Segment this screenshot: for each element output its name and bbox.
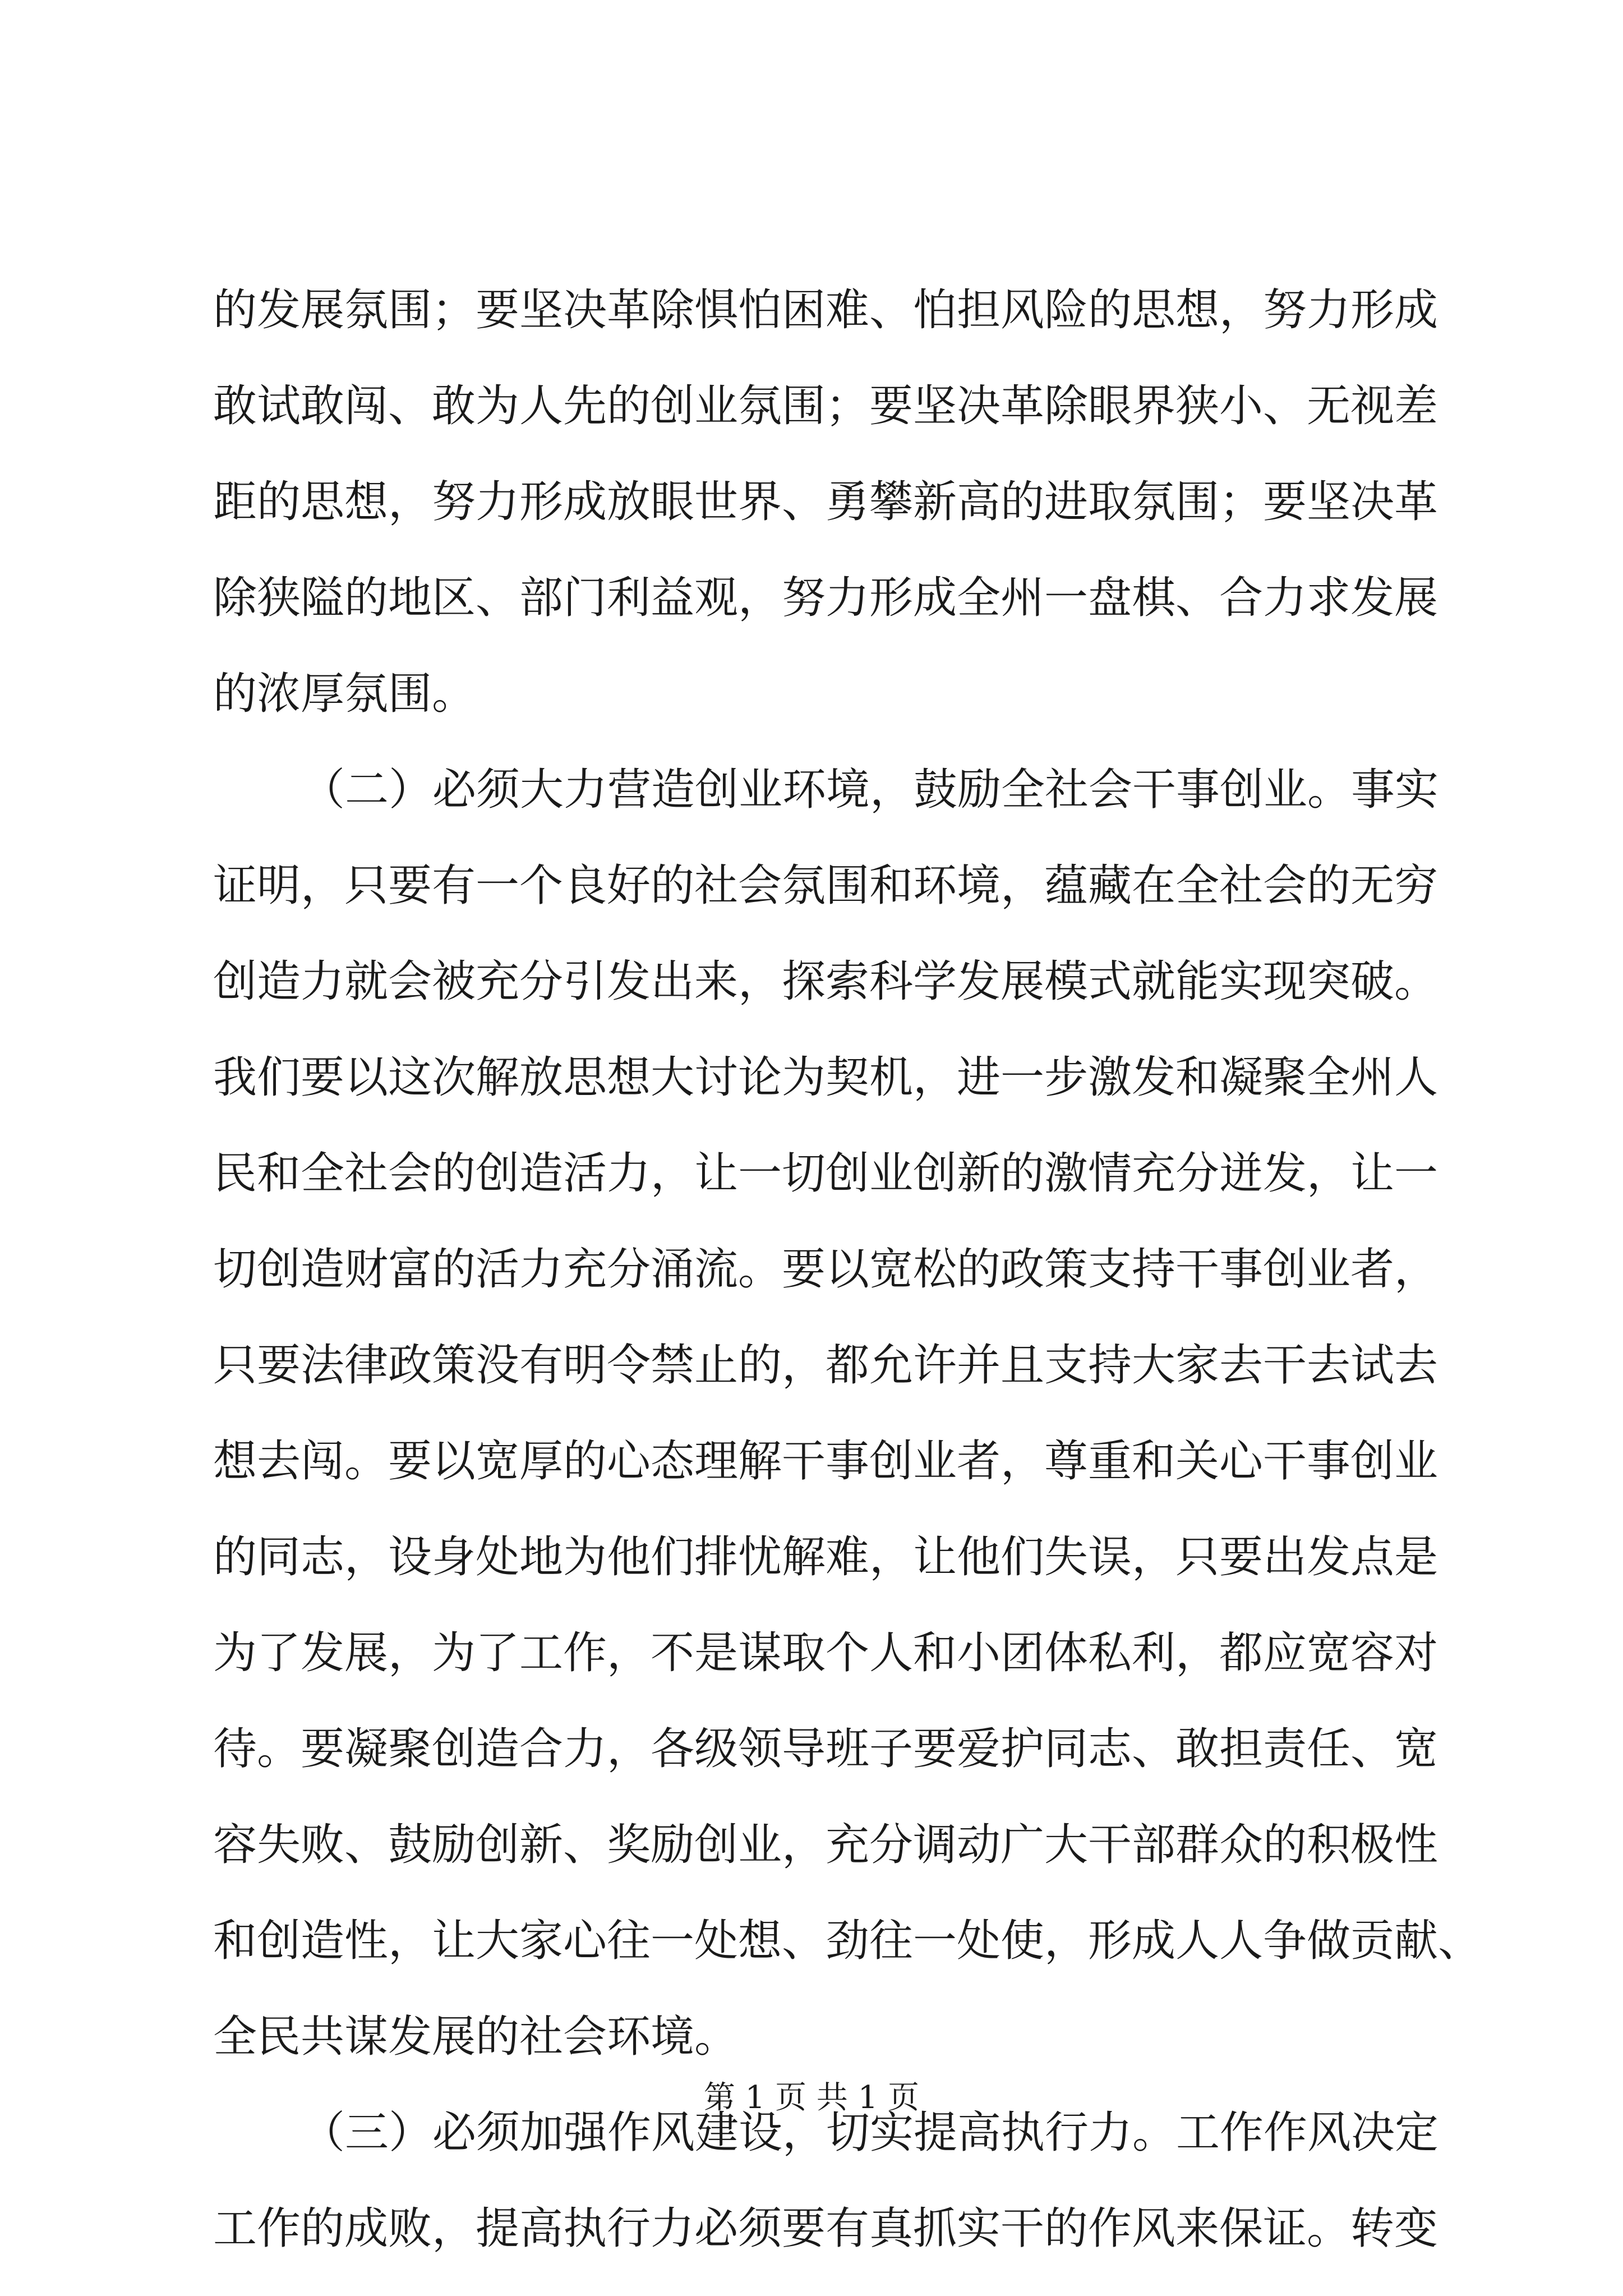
text-line: 创造力就会被充分引发出来，探索科学发展模式就能实现突破。 bbox=[213, 956, 1438, 1007]
paragraph-heading-line: （二）必须大力营造创业环境，鼓励全社会干事创业。事实 bbox=[301, 765, 1439, 815]
page-footer: 第 1 页 共 1 页 bbox=[703, 2079, 920, 2116]
text-line: 容失败、鼓励创新、奖励创业，充分调动广大干部群众的积极性 bbox=[213, 1820, 1438, 1870]
text-line: 工作的成败，提高执行力必须要有真抓实干的作风来保证。转变 bbox=[213, 2203, 1438, 2254]
text-line: 我们要以这次解放思想大讨论为契机，进一步激发和凝聚全州人 bbox=[213, 1052, 1438, 1103]
text-line: 全民共谋发展的社会环境。 bbox=[213, 2012, 739, 2062]
document-body bbox=[213, 263, 1482, 2277]
paragraph-heading-line: （三）必须加强作风建设，切实提高执行力。工作作风决定 bbox=[301, 2108, 1439, 2158]
text-line: 待。要凝聚创造合力，各级领导班子要爱护同志、敢担责任、宽 bbox=[213, 1724, 1438, 1774]
text-line: 距的思想，努力形成放眼世界、勇攀新高的进取氛围；要坚决革 bbox=[213, 477, 1438, 527]
text-line: 切创造财富的活力充分涌流。要以宽松的政策支持干事创业者， bbox=[213, 1244, 1438, 1295]
text-line: 的浓厚氛围。 bbox=[213, 669, 476, 719]
text-line: 敢试敢闯、敢为人先的创业氛围；要坚决革除眼界狭小、无视差 bbox=[213, 381, 1438, 431]
text-line: 证明，只要有一个良好的社会氛围和环境，蕴藏在全社会的无穷 bbox=[213, 861, 1438, 911]
text-line: 的同志，设身处地为他们排忧解难，让他们失误，只要出发点是 bbox=[213, 1532, 1438, 1582]
text-line: 的发展氛围；要坚决革除惧怕困难、怕担风险的思想，努力形成 bbox=[213, 285, 1438, 335]
text-line: 和创造性，让大家心往一处想、劲往一处使，形成人人争做贡献、 bbox=[213, 1916, 1482, 1966]
text-line: 除狭隘的地区、部门利益观，努力形成全州一盘棋、合力求发展 bbox=[213, 573, 1438, 623]
text-line: 为了发展，为了工作，不是谋取个人和小团体私利，都应宽容对 bbox=[213, 1628, 1438, 1678]
text-line: 只要法律政策没有明令禁止的，都允许并且支持大家去干去试去 bbox=[213, 1340, 1438, 1391]
text-line: 想去闯。要以宽厚的心态理解干事创业者，尊重和关心干事创业 bbox=[213, 1436, 1438, 1487]
text-line: 民和全社会的创造活力，让一切创业创新的激情充分迸发，让一 bbox=[213, 1148, 1438, 1199]
